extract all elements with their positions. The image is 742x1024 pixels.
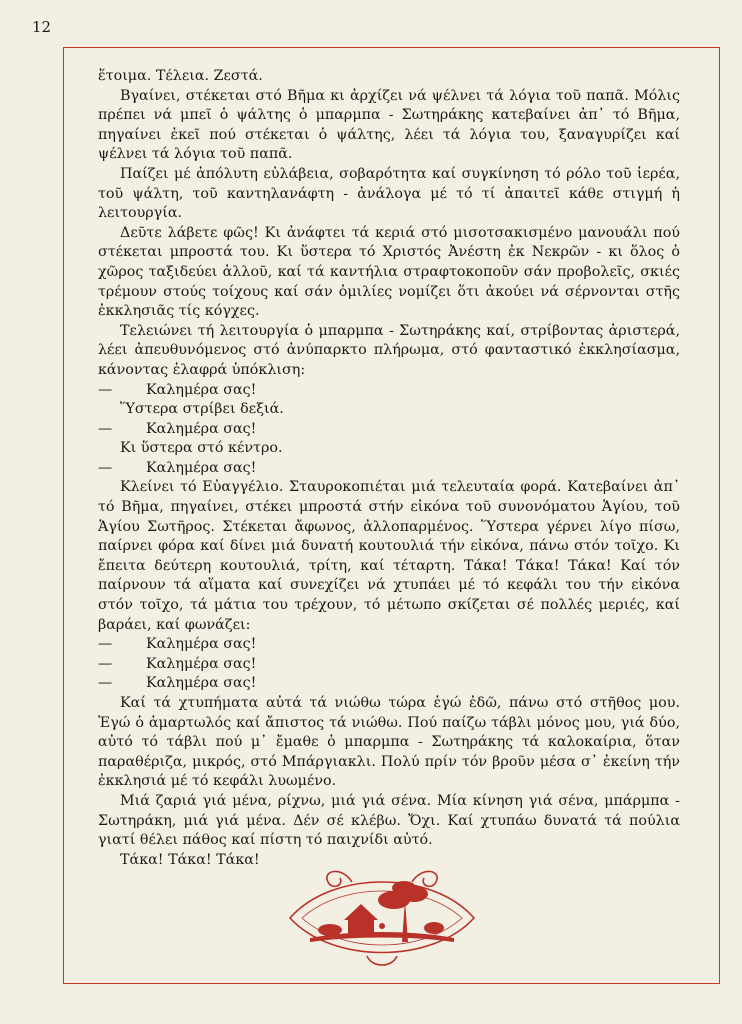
dialogue-dash: — xyxy=(98,636,113,653)
dialogue-dash: — xyxy=(98,655,113,672)
paragraph: Παίζει μέ ἀπόλυτη εὐλάβεια, σοβαρότητα καί συγκίνηση τό ρόλο τοῦ ἱερέα, τοῦ ψάλτη, τοῦ καντηλανάφτη - ἀνάλογα μέ τό τί ἀπαιτεῖ κάθε στιγμή ἡ λειτουργία. xyxy=(98,165,680,222)
dialogue-dash: — xyxy=(98,420,113,437)
dialogue-line xyxy=(98,674,680,694)
paragraph: Κλείνει τό Εὐαγγέλιο. Σταυροκοπιέται μιά τελευταία φορά. Κατεβαίνει ἀπ᾿ τό Βῆμα, πηγαίνει, στέκει μπροστά στήν εἰκόνα τοῦ συνονόματου Ἁγίου, τοῦ Ἁγίου Σωτῆρος. Στέκεται ἄφωνος, ἀλλοπαρμένος. Ὕστερα γέρνει λίγο πίσω, παίρνει φόρα καί δίνει μιά δυνατή κουτουλιά τήν εἰκόνα, πάνω στόν τοῖχο. Κι ἔπειτα δεύτερη κουτουλιά, τρίτη, καί τέταρτη. Τάκα! Τάκα! Τάκα! Καί τόν παίρνουν τά αἵματα καί συνεχίζει νά χτυπάει μέ τό κεφάλι του τήν εἰκόνα στόν τοῖχο, τά μάτια του τρέχουν, τό μέτωπο σκίζεται σέ πολλές μεριές, καί βαράει, καί φωνάζει: xyxy=(98,479,680,633)
paragraph: Ὕστερα στρίβει δεξιά. xyxy=(120,401,284,418)
page-number: 12 xyxy=(32,18,52,36)
dialogue-line xyxy=(98,459,680,479)
dialogue-line xyxy=(98,381,680,401)
dialogue-dash: — xyxy=(98,459,113,476)
paragraph: Βγαίνει, στέκεται στό Βῆμα κι ἀρχίζει νά ψέλνει τά λόγια τοῦ παπᾶ. Μόλις πρέπει νά μπεῖ ὁ ψάλτης ὁ μπαρμπα - Σωτηράκης κατεβαίνει ἀπ᾿ τό Βῆμα, πηγαίνει ἐκεῖ πού στέκεται ὁ ψάλτης, λέει τά λόγια του, ξαναγυρίζει καί ψέλνει τά λόγια τοῦ παπᾶ. xyxy=(98,87,680,163)
dialogue-dash: — xyxy=(98,675,113,692)
dialogue-dash: — xyxy=(98,381,113,398)
paragraph: Τάκα! Τάκα! Τάκα! xyxy=(120,851,260,868)
paragraph: Τελειώνει τή λειτουργία ὁ μπαρμπα - Σωτηράκης καί, στρίβοντας ἀριστερά, λέει ἀπευθυνόμενος στό ἀνύπαρκτο πλήρωμα, στό φανταστικό ἐκκλησίασμα, κάνοντας ἐλαφρά ὑπόκλιση: xyxy=(98,322,680,378)
paragraph: Κι ὕστερα στό κέντρο. xyxy=(120,440,283,457)
paragraph: Δεῦτε λάβετε φῶς! Κι ἀνάφτει τά κεριά στό μισοτσακισμένο μανουάλι πού στέκεται μπροστά του. Κι ὕστερα τό Χριστός Ἀνέστη ἐκ Νεκρῶν - κι ὅλος ὁ χῶρος ταξιδεύει ἀλλοῦ, καί τά καντήλια στραφτοκοποῦν σάν προβολεῖς, σκιές τρέμουν στούς τοίχους καί σάν ὁμιλίες νομίζει ὅτι ἀκούει νά σέρνονται στῆς ἐκκλησιᾶς τίς κόγχες. xyxy=(98,224,680,320)
dialogue-line xyxy=(98,635,680,655)
paragraph: Μιά ζαριά γιά μένα, ρίχνω, μιά γιά σένα. Μία κίνηση γιά σένα, μπάρμπα - Σωτηράκη, μιά γιά μένα. Δέν σέ κλέβω. Ὄχι. Καί χτυπάω δυνατά τά πούλια γιατί θέλει πάθος καί πίστη τό παιχνίδι αὐτό. xyxy=(98,792,680,849)
paragraph: ἕτοιμα. Τέλεια. Ζεστά. xyxy=(98,68,263,84)
dialogue-text: Καλημέρα σας! xyxy=(146,636,257,653)
landscape-vignette-icon xyxy=(282,860,482,970)
dialogue-text: Καλημέρα σας! xyxy=(146,420,257,437)
dialogue-text: Καλημέρα σας! xyxy=(146,675,257,692)
body-text xyxy=(98,67,680,870)
dialogue-text: Καλημέρα σας! xyxy=(146,459,257,476)
dialogue-text: Καλημέρα σας! xyxy=(146,381,257,398)
dialogue-line xyxy=(98,655,680,675)
dialogue-text: Καλημέρα σας! xyxy=(146,655,257,672)
dialogue-line xyxy=(98,420,680,440)
paragraph: Καί τά χτυπήματα αὐτά τά νιώθω τώρα ἐγώ ἐδῶ, πάνω στό στῆθος μου. Ἐγώ ὁ ἁμαρτωλός καί ἄπιστος τά νιώθω. Πού παίζω τάβλι μόνος μου, γιά δύο, αὐτό τό τάβλι πού μ᾿ ἔμαθε ὁ μπαρμπα - Σωτηράκης τά καλοκαίρια, ὅταν παραθέριζα, μικρός, στό Μπάργιακλι. Πολύ πρίν τόν βροῦν μέσα σ᾿ ἐκείνη τήν ἐκκλησιά μέ τό κεφάλι λυωμένο. xyxy=(98,695,680,790)
